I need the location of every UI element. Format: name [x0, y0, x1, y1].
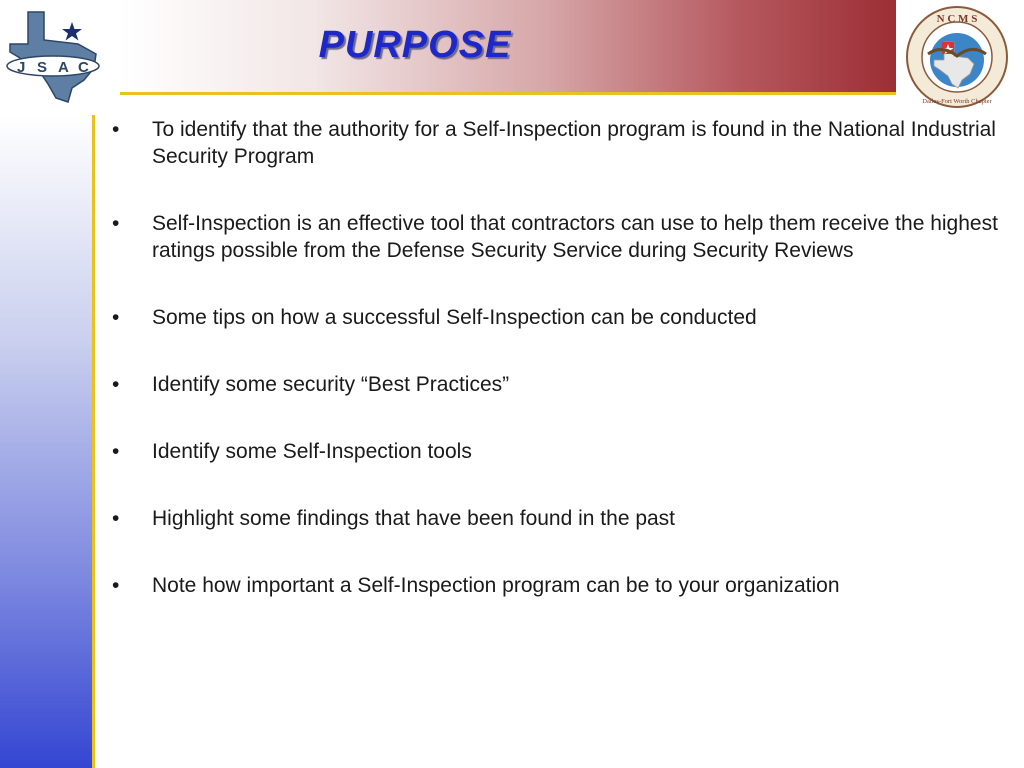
- texas-map-star-icon: [6, 8, 102, 106]
- jsac-letter: S: [37, 59, 48, 76]
- bullet-text: To identify that the authority for a Self-Inspection program is found in the National Industrial Security Program: [152, 118, 996, 168]
- bullet-text: Highlight some findings that have been found in the past: [152, 507, 676, 530]
- ncms-seal-icon: [904, 4, 1010, 110]
- jsac-letter: J: [17, 59, 26, 76]
- bullet-mark: •: [112, 118, 120, 141]
- bullet-mark: •: [112, 440, 120, 463]
- bullet-item: [112, 304, 1002, 331]
- bullet-item: [112, 438, 1002, 465]
- bullet-item: [112, 572, 1002, 599]
- header-accent-rule: [120, 92, 896, 95]
- jsac-letter: A: [58, 59, 69, 76]
- jsac-letter: C: [78, 59, 89, 76]
- bullet-text: Identify some security “Best Practices”: [152, 373, 510, 396]
- ncms-bottom-text: Dallas-Fort Worth Chapter: [922, 98, 992, 105]
- slide-title: PURPOSE: [318, 24, 512, 66]
- bullet-mark: •: [112, 373, 120, 396]
- bullet-mark: •: [112, 212, 120, 235]
- jsac-logo: [6, 8, 102, 111]
- bullet-item: [112, 371, 1002, 398]
- bullet-mark: •: [112, 306, 120, 329]
- bullet-item: [112, 116, 1002, 170]
- left-accent-rule: [92, 115, 95, 768]
- left-gradient-bar: [0, 115, 92, 768]
- bullet-text: Some tips on how a successful Self-Inspection can be conducted: [152, 306, 757, 329]
- ncms-top-text: N C M S: [936, 13, 978, 25]
- bullet-item: [112, 505, 1002, 532]
- bullet-text: Self-Inspection is an effective tool that contractors can use to help them receive the highest ratings possible from the Defense Security Service during Security Reviews: [152, 212, 998, 262]
- bullet-mark: •: [112, 507, 120, 530]
- bullet-text: Identify some Self-Inspection tools: [152, 440, 472, 463]
- bullet-mark: •: [112, 574, 120, 597]
- bullet-item: [112, 210, 1002, 264]
- purpose-bullet-list: [112, 116, 1002, 639]
- bullet-text: Note how important a Self-Inspection program can be to your organization: [152, 574, 840, 597]
- ncms-logo: [904, 4, 1010, 115]
